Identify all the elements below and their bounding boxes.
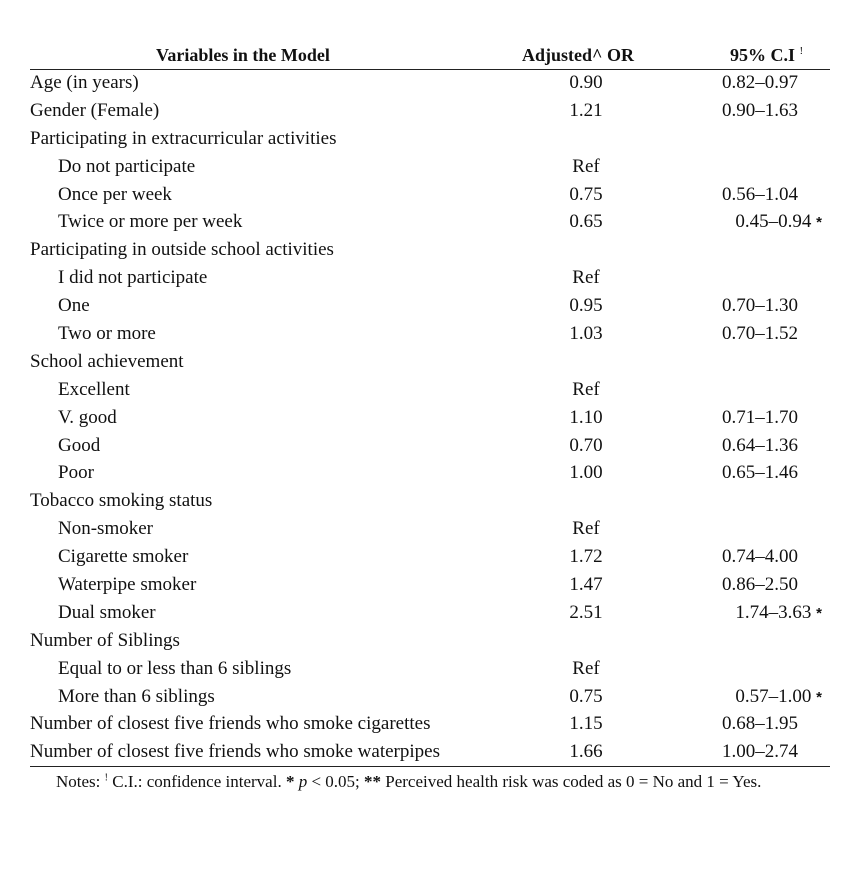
row-ci xyxy=(692,686,822,708)
row-variable: School achievement xyxy=(30,350,184,372)
row-significance-mark: * xyxy=(816,604,822,622)
row-ci-value: 0.57–1.00 xyxy=(735,685,812,707)
table-row xyxy=(30,628,830,656)
table-header xyxy=(30,42,830,70)
odds-ratio-table xyxy=(30,42,830,767)
row-adjusted-or: Ref xyxy=(572,267,600,289)
table-row xyxy=(30,293,830,321)
row-adjusted-or: 1.21 xyxy=(569,99,603,121)
row-variable: Non-smoker xyxy=(58,518,153,540)
row-significance-mark: * xyxy=(816,214,822,232)
table-row xyxy=(30,237,830,265)
notes-mark: ! xyxy=(104,772,108,784)
table-row xyxy=(30,265,830,293)
row-variable: Cigarette smoker xyxy=(58,546,189,568)
header-ci-label: 95% C.I xyxy=(730,45,796,65)
table-row xyxy=(30,544,830,572)
notes-health-risk: Perceived health risk was coded as 0 = No and 1 = Yes. xyxy=(385,772,762,791)
row-ci-value: 0.68–1.95 xyxy=(722,713,798,735)
table-row xyxy=(30,460,830,488)
row-adjusted-or: Ref xyxy=(572,155,600,177)
row-variable: Dual smoker xyxy=(58,601,156,623)
table-row xyxy=(30,405,830,433)
notes-prefix: Notes: xyxy=(56,772,101,791)
table-row xyxy=(30,377,830,405)
row-ci-value: 0.71–1.70 xyxy=(722,406,798,428)
row-variable: Tobacco smoking status xyxy=(30,490,213,512)
row-variable: Waterpipe smoker xyxy=(58,574,197,596)
row-adjusted-or: Ref xyxy=(572,657,600,679)
table-row xyxy=(30,488,830,516)
row-ci-value: 1.74–3.63 xyxy=(735,601,812,623)
row-variable: Once per week xyxy=(58,183,172,205)
table-bottom-rule xyxy=(30,766,830,767)
row-adjusted-or: 1.47 xyxy=(569,574,603,596)
row-ci xyxy=(698,184,822,206)
row-ci-value: 0.70–1.30 xyxy=(722,295,798,317)
row-adjusted-or: 1.66 xyxy=(569,741,603,763)
row-ci xyxy=(698,72,822,94)
row-adjusted-or: 2.51 xyxy=(569,601,603,623)
row-ci xyxy=(698,741,822,763)
row-ci xyxy=(692,211,822,233)
table-row xyxy=(30,70,830,98)
table-row xyxy=(30,154,830,182)
row-variable: Excellent xyxy=(58,378,130,400)
table-body xyxy=(30,70,830,767)
table-row xyxy=(30,572,830,600)
row-ci-value: 0.45–0.94 xyxy=(735,211,812,233)
row-ci xyxy=(692,602,822,624)
row-ci xyxy=(698,323,822,345)
table-row xyxy=(30,684,830,712)
row-adjusted-or: 1.03 xyxy=(569,323,603,345)
row-ci xyxy=(698,546,822,568)
row-ci xyxy=(698,295,822,317)
notes-p-symbol: p xyxy=(298,772,308,791)
row-adjusted-or: Ref xyxy=(572,518,600,540)
row-ci-value: 0.64–1.36 xyxy=(722,434,798,456)
row-adjusted-or: 0.75 xyxy=(569,183,603,205)
row-adjusted-or: 1.15 xyxy=(569,713,603,735)
row-adjusted-or: 0.90 xyxy=(569,72,603,93)
row-adjusted-or: 1.10 xyxy=(569,406,603,428)
row-ci-value: 0.86–2.50 xyxy=(722,574,798,596)
row-ci xyxy=(698,407,822,429)
row-ci-value: 0.70–1.52 xyxy=(722,323,798,345)
row-variable: Age (in years) xyxy=(30,72,139,93)
table-row xyxy=(30,182,830,210)
notes-ci-definition: C.I.: confidence interval. xyxy=(112,772,282,791)
row-variable: Gender (Female) xyxy=(30,99,160,121)
row-adjusted-or: 1.72 xyxy=(569,546,603,568)
row-ci-value: 0.56–1.04 xyxy=(722,183,798,205)
row-variable: Number of closest five friends who smoke cigarettes xyxy=(30,713,431,735)
table-row xyxy=(30,209,830,237)
row-ci-value: 1.00–2.74 xyxy=(722,741,798,763)
row-variable: Number of closest five friends who smoke waterpipes xyxy=(30,741,440,763)
row-variable: Twice or more per week xyxy=(58,211,243,233)
row-variable: Good xyxy=(58,434,101,456)
row-ci xyxy=(698,713,822,735)
notes-double-star: ** xyxy=(364,772,382,791)
row-variable: Number of Siblings xyxy=(30,629,180,651)
row-ci xyxy=(698,100,822,122)
notes-star: * xyxy=(285,772,295,791)
row-variable: More than 6 siblings xyxy=(58,685,215,707)
row-ci xyxy=(698,462,822,484)
row-variable: V. good xyxy=(58,406,117,428)
table-row xyxy=(30,739,830,767)
table-row xyxy=(30,433,830,461)
table-row xyxy=(30,600,830,628)
row-variable: Do not participate xyxy=(58,155,196,177)
header-ci xyxy=(730,45,803,66)
table-row xyxy=(30,516,830,544)
row-adjusted-or: 0.65 xyxy=(569,211,603,233)
table-row xyxy=(30,656,830,684)
table-row xyxy=(30,126,830,154)
row-variable: I did not participate xyxy=(58,267,208,289)
row-variable: Two or more xyxy=(58,323,156,345)
table-row xyxy=(30,711,830,739)
row-variable: Participating in extracurricular activities xyxy=(30,127,337,149)
table-row xyxy=(30,321,830,349)
notes-p-threshold: < 0.05; xyxy=(311,772,360,791)
table-row xyxy=(30,98,830,126)
row-adjusted-or: 0.95 xyxy=(569,295,603,317)
row-ci-value: 0.82–0.97 xyxy=(722,72,798,93)
header-adjusted-or: Adjusted^ OR xyxy=(522,45,634,65)
row-significance-mark: * xyxy=(816,688,822,706)
row-adjusted-or: Ref xyxy=(572,378,600,400)
row-variable: Equal to or less than 6 siblings xyxy=(58,657,292,679)
row-adjusted-or: 1.00 xyxy=(569,462,603,484)
row-adjusted-or: 0.75 xyxy=(569,685,603,707)
row-variable: Participating in outside school activities xyxy=(30,239,334,261)
row-ci xyxy=(698,435,822,457)
header-variables: Variables in the Model xyxy=(156,45,330,65)
row-ci-value: 0.65–1.46 xyxy=(722,462,798,484)
table-row xyxy=(30,349,830,377)
header-ci-mark: ! xyxy=(799,45,804,57)
row-adjusted-or: 0.70 xyxy=(569,434,603,456)
row-ci-value: 0.90–1.63 xyxy=(722,99,798,121)
row-variable: One xyxy=(58,295,90,317)
row-ci-value: 0.74–4.00 xyxy=(722,546,798,568)
row-ci xyxy=(698,574,822,596)
row-variable: Poor xyxy=(58,462,94,484)
table-notes xyxy=(56,772,761,792)
